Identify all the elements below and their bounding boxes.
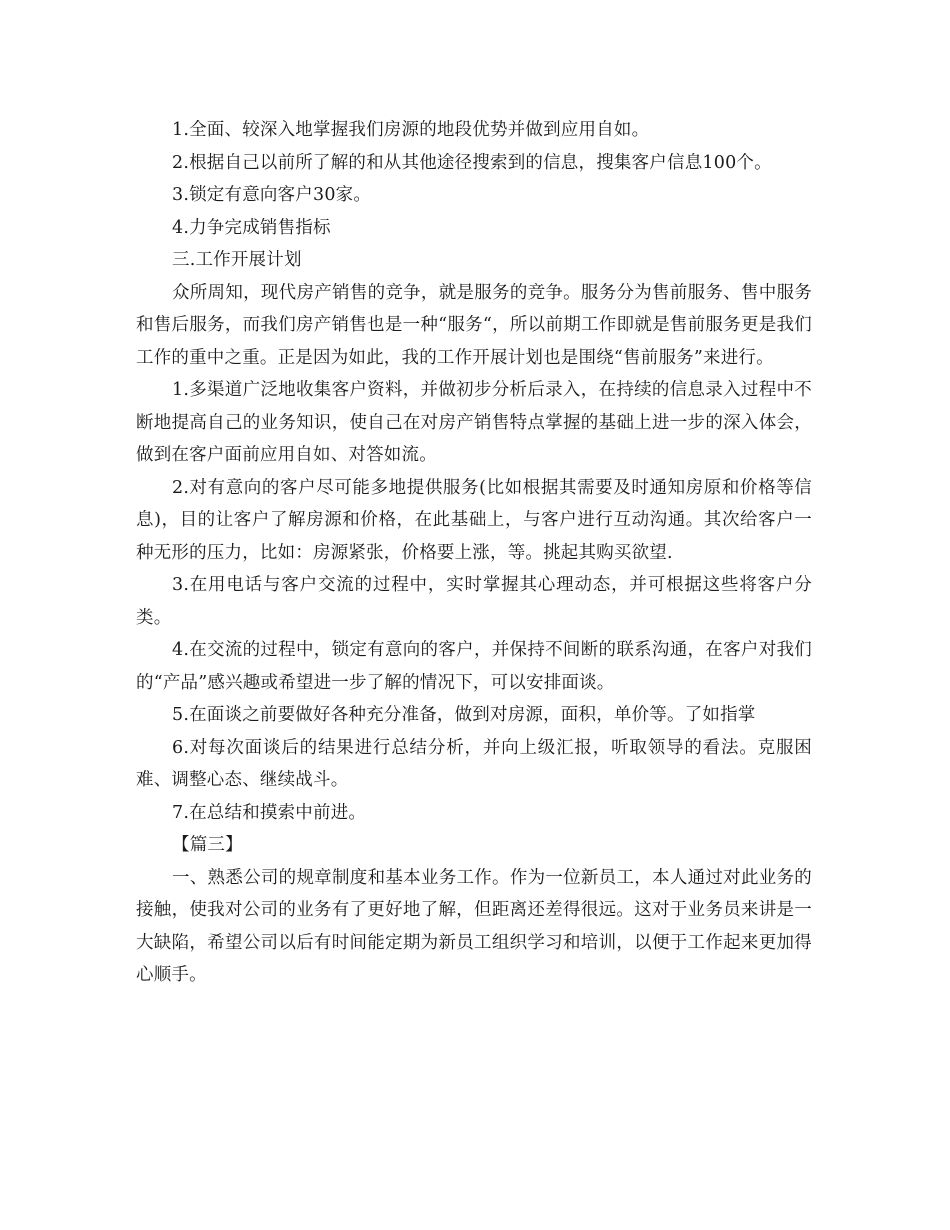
paragraph-goal-4: 4.力争完成销售指标 — [172, 217, 331, 238]
paragraph-plan-2: 2.对有意向的客户尽可能多地提供服务(比如根据其需要及时通知房原和价格等信息)，目的让客户了解房源和价格，在此基础上，与客户进行互动沟通。其次给客户一种无形的压力，比如：房源紧张，价格要上涨，等。挑起其购买欲望. — [136, 477, 812, 563]
paragraph-intro: 众所周知，现代房产销售的竞争，就是服务的竞争。服务分为售前服务、售中服务和售后服务，而我们房产销售也是一种“服务“，所以前期工作即就是售前服务更是我们工作的重中之重。正是因为如此，我的工作开展计划也是围绕“售前服务”来进行。 — [136, 282, 812, 368]
paragraph-goal-2: 2.根据自己以前所了解的和从其他途径搜索到的信息，搜集客户信息100个。 — [172, 152, 772, 173]
paragraph-plan-7: 7.在总结和摸索中前进。 — [172, 802, 367, 823]
paragraph-plan-3: 3.在用电话与客户交流的过程中，实时掌握其心理动态，并可根据这些将客户分类。 — [136, 575, 812, 628]
paragraph-plan-1: 1.多渠道广泛地收集客户资料，并做初步分析后录入，在持续的信息录入过程中不断地提高自己的业务知识，使自己在对房产销售特点掌握的基础上进一步的深入体会，做到在客户面前应用自如、对答如流。 — [136, 380, 812, 465]
paragraph-plan-4: 4.在交流的过程中，锁定有意向的客户，并保持不间断的联系沟通，在客户对我们的“产品”感兴趣或希望进一步了解的情况下，可以安排面谈。 — [136, 640, 812, 693]
paragraph-goal-1: 1.全面、较深入地掌握我们房源的地段优势并做到应用自如。 — [172, 120, 650, 140]
paragraph-plan-6: 6.对每次面谈后的结果进行总结分析，并向上级汇报，听取领导的看法。克服困难、调整心态、继续战斗。 — [136, 737, 812, 790]
paragraph-plan-5: 5.在面谈之前要做好各种充分准备，做到对房源，面积，单价等。了如指掌 — [172, 705, 756, 725]
document-body — [136, 114, 812, 992]
paragraph-part-three-1: 一、熟悉公司的规章制度和基本业务工作。作为一位新员工，本人通过对此业务的接触，使我对公司的业务有了更好地了解，但距离还差得很远。这对于业务员来讲是一大缺陷，希望公司以后有时间能定期为新员工组织学习和培训，以便于工作起来更加得心顺手。 — [136, 867, 812, 985]
paragraph-goal-3: 3.锁定有意向客户30家。 — [172, 185, 372, 205]
section-heading-part-three: 【篇三】 — [172, 835, 243, 855]
section-heading-work-plan: 三.工作开展计划 — [172, 250, 302, 270]
